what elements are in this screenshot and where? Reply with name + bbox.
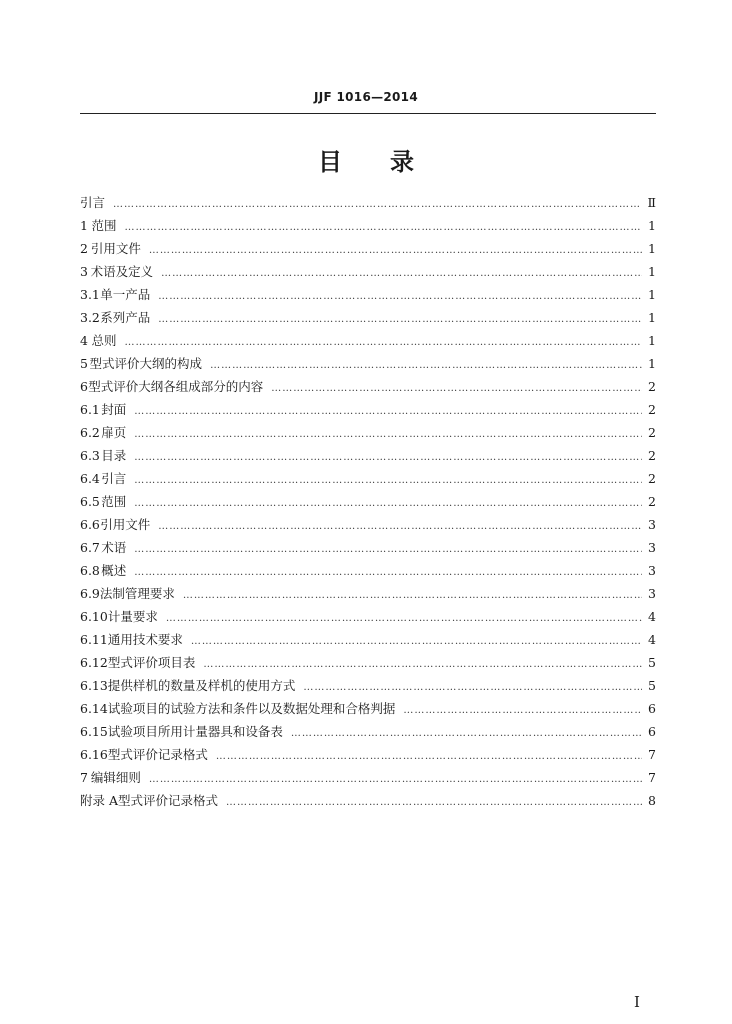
toc-entry-title: 引用文件 bbox=[90, 241, 141, 256]
toc-entry-number: 1 bbox=[80, 218, 88, 233]
toc-entry-title: 范围 bbox=[91, 218, 117, 233]
toc-entry-number: 3.1 bbox=[80, 287, 100, 302]
toc-entry bbox=[80, 561, 656, 584]
toc-entry-title: 范围 bbox=[101, 494, 127, 509]
toc-entry bbox=[80, 791, 656, 814]
toc-entry-title: 法制管理要求 bbox=[99, 586, 175, 601]
toc-entry-number: 6.14 bbox=[80, 701, 108, 716]
toc-entry bbox=[80, 699, 656, 722]
toc-entry-page: 2 bbox=[648, 425, 656, 440]
toc-entry-number: 6.16 bbox=[80, 747, 108, 762]
toc-dot-leader bbox=[134, 406, 642, 417]
toc-entry-title: 概述 bbox=[101, 563, 127, 578]
toc-entry-number: 6.10 bbox=[80, 609, 108, 624]
toc-entry-page: 7 bbox=[648, 770, 656, 785]
toc-entry-title: 型式评价大纲的构成 bbox=[89, 356, 203, 371]
toc-entry-number: 2 bbox=[80, 241, 88, 256]
toc-entry bbox=[80, 469, 656, 492]
toc-entry-page: 6 bbox=[648, 701, 656, 716]
toc-entry-page: 1 bbox=[648, 356, 656, 371]
toc-entry-title: 提供样机的数量及样机的使用方式 bbox=[107, 678, 296, 693]
toc-entry-title: 引言 bbox=[101, 471, 127, 486]
toc-dot-leader bbox=[134, 544, 642, 555]
toc-entry bbox=[80, 193, 656, 216]
toc-entry-page: 5 bbox=[648, 655, 656, 670]
toc-entry-title: 计量要求 bbox=[107, 609, 158, 624]
toc-entry-number: 6.1 bbox=[80, 402, 100, 417]
toc-entry-page: 5 bbox=[648, 678, 656, 693]
toc-entry-number: 7 bbox=[80, 770, 88, 785]
toc-entry bbox=[80, 216, 656, 239]
toc-entry bbox=[80, 722, 656, 745]
toc-dot-leader bbox=[226, 797, 642, 808]
toc-dot-leader bbox=[161, 268, 642, 279]
toc-entry-number: 6.2 bbox=[80, 425, 100, 440]
toc-entry bbox=[80, 607, 656, 630]
toc-entry bbox=[80, 492, 656, 515]
table-of-contents bbox=[80, 193, 656, 814]
footer-page-number: I bbox=[634, 993, 640, 1011]
document-header-code: JJF 1016—2014 bbox=[313, 90, 418, 104]
toc-entry-page: 4 bbox=[648, 609, 656, 624]
toc-entry-page: 2 bbox=[648, 379, 656, 394]
toc-dot-leader bbox=[113, 199, 642, 210]
toc-dot-leader bbox=[134, 475, 642, 486]
toc-entry-page: Ⅱ bbox=[647, 195, 656, 210]
toc-entry-page: 4 bbox=[648, 632, 656, 647]
toc-entry-number: 6.9 bbox=[80, 586, 100, 601]
toc-entry-page: 7 bbox=[648, 747, 656, 762]
toc-entry-page: 2 bbox=[648, 471, 656, 486]
toc-entry bbox=[80, 285, 656, 308]
page-title: 目 录 bbox=[318, 148, 414, 176]
toc-entry bbox=[80, 768, 656, 791]
toc-entry-title: 术语 bbox=[101, 540, 127, 555]
toc-entry bbox=[80, 423, 656, 446]
toc-entry-number: 3.2 bbox=[80, 310, 100, 325]
toc-entry bbox=[80, 262, 656, 285]
toc-entry-number: 6.8 bbox=[80, 563, 100, 578]
toc-entry bbox=[80, 308, 656, 331]
header-rule bbox=[80, 113, 656, 114]
toc-entry-page: 1 bbox=[648, 333, 656, 348]
toc-entry-title: 型式评价大纲各组成部分的内容 bbox=[88, 379, 264, 394]
toc-dot-leader bbox=[158, 314, 642, 325]
toc-entry-title: 扉页 bbox=[101, 425, 127, 440]
toc-dot-leader bbox=[149, 774, 642, 785]
toc-entry-page: 3 bbox=[648, 586, 656, 601]
toc-entry-page: 8 bbox=[648, 793, 656, 808]
toc-entry-number: 6.15 bbox=[80, 724, 108, 739]
toc-dot-leader bbox=[134, 452, 642, 463]
toc-entry-title: 通用技术要求 bbox=[107, 632, 183, 647]
toc-dot-leader bbox=[166, 613, 642, 624]
toc-entry-title: 引用文件 bbox=[100, 517, 151, 532]
toc-entry bbox=[80, 331, 656, 354]
toc-entry bbox=[80, 377, 656, 400]
toc-dot-leader bbox=[134, 429, 642, 440]
toc-dot-leader bbox=[134, 498, 642, 509]
toc-entry-page: 1 bbox=[648, 264, 656, 279]
toc-dot-leader bbox=[303, 682, 642, 693]
toc-entry-number: 6.11 bbox=[80, 632, 108, 647]
toc-entry-number: 6.6 bbox=[80, 517, 100, 532]
toc-entry bbox=[80, 515, 656, 538]
toc-entry-title: 型式评价记录格式 bbox=[107, 747, 208, 762]
toc-entry-title: 试验项目所用计量器具和设备表 bbox=[107, 724, 283, 739]
toc-entry-page: 6 bbox=[648, 724, 656, 739]
toc-entry-title: 目录 bbox=[101, 448, 127, 463]
toc-entry-number: 附录 A bbox=[80, 793, 119, 808]
toc-entry-title: 试验项目的试验方法和条件以及数据处理和合格判据 bbox=[107, 701, 396, 716]
toc-entry bbox=[80, 745, 656, 768]
toc-entry-number: 6.12 bbox=[80, 655, 108, 670]
toc-entry-number: 6.13 bbox=[80, 678, 108, 693]
toc-dot-leader bbox=[124, 337, 642, 348]
toc-entry-page: 3 bbox=[648, 540, 656, 555]
toc-entry-number: 6.7 bbox=[80, 540, 100, 555]
toc-entry-page: 1 bbox=[648, 287, 656, 302]
toc-entry-title: 系列产品 bbox=[100, 310, 151, 325]
toc-dot-leader bbox=[403, 705, 642, 716]
toc-entry-title: 术语及定义 bbox=[90, 264, 154, 279]
toc-entry bbox=[80, 676, 656, 699]
toc-entry-number: 3 bbox=[80, 264, 88, 279]
toc-entry-title: 引言 bbox=[80, 195, 106, 210]
toc-entry-title: 单一产品 bbox=[100, 287, 151, 302]
toc-dot-leader bbox=[149, 245, 642, 256]
toc-dot-leader bbox=[191, 636, 642, 647]
toc-entry-title: 编辑细则 bbox=[90, 770, 141, 785]
toc-entry-page: 3 bbox=[648, 563, 656, 578]
toc-dot-leader bbox=[203, 659, 642, 670]
toc-dot-leader bbox=[183, 590, 642, 601]
toc-dot-leader bbox=[124, 222, 642, 233]
toc-entry-number: 4 bbox=[80, 333, 88, 348]
toc-entry-page: 1 bbox=[648, 310, 656, 325]
toc-dot-leader bbox=[216, 751, 642, 762]
toc-entry-title: 总则 bbox=[91, 333, 117, 348]
toc-entry bbox=[80, 538, 656, 561]
toc-entry-page: 2 bbox=[648, 402, 656, 417]
toc-dot-leader bbox=[210, 360, 642, 371]
toc-dot-leader bbox=[158, 291, 642, 302]
toc-entry-title: 型式评价记录格式 bbox=[118, 793, 219, 808]
toc-entry-page: 1 bbox=[648, 218, 656, 233]
toc-entry bbox=[80, 446, 656, 469]
toc-dot-leader bbox=[134, 567, 642, 578]
toc-entry bbox=[80, 354, 656, 377]
toc-entry-title: 封面 bbox=[101, 402, 127, 417]
toc-entry-number: 6.5 bbox=[80, 494, 100, 509]
toc-entry-number: 6 bbox=[80, 379, 88, 394]
toc-entry-page: 2 bbox=[648, 494, 656, 509]
toc-entry bbox=[80, 653, 656, 676]
toc-entry-number: 6.4 bbox=[80, 471, 100, 486]
toc-entry bbox=[80, 239, 656, 262]
toc-entry bbox=[80, 400, 656, 423]
toc-entry bbox=[80, 630, 656, 653]
toc-entry bbox=[80, 584, 656, 607]
toc-entry-page: 1 bbox=[648, 241, 656, 256]
toc-dot-leader bbox=[291, 728, 642, 739]
toc-entry-page: 3 bbox=[648, 517, 656, 532]
toc-entry-page: 2 bbox=[648, 448, 656, 463]
toc-entry-number: 6.3 bbox=[80, 448, 100, 463]
toc-entry-number: 5 bbox=[80, 356, 88, 371]
toc-dot-leader bbox=[158, 521, 642, 532]
toc-entry-title: 型式评价项目表 bbox=[107, 655, 196, 670]
toc-dot-leader bbox=[271, 383, 642, 394]
